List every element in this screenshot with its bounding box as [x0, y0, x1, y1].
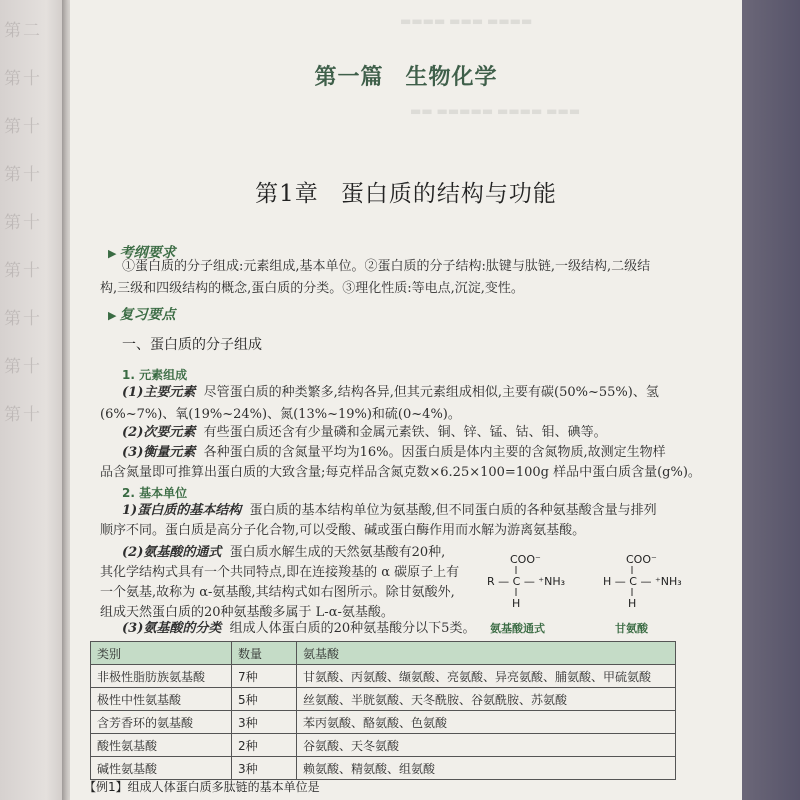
table-cell: 碱性氨基酸	[91, 757, 232, 780]
main-elements: (1)主要元素 尽管蛋白质的种类繁多,结构各异,但其元素组成相似,主要有碳(50%~55%)、氢	[122, 385, 659, 400]
table-header-amino-acids: 氨基酸	[297, 642, 676, 665]
units-heading: 2. 基本单位	[122, 486, 188, 500]
table-row	[91, 688, 676, 711]
table-cell: 3种	[232, 711, 297, 734]
table-cell: 非极性脂肪族氨基酸	[91, 665, 232, 688]
table-row	[91, 665, 676, 688]
basic-structure: 1)蛋白质的基本结构 蛋白质的基本结构单位为氨基酸,但不同蛋白质的各种氨基酸含量与排列	[122, 503, 657, 518]
nitrogen-element: (3)衡量元素 各种蛋白质的含氮量平均为16%。因蛋白质是体内主要的含氮物质,故测定生物样	[122, 445, 666, 460]
nitrogen-element-cont: 品含氮量即可推算出蛋白质的大致含量;每克样品含氮克数×6.25×100=100g 样品中蛋白质含量(g%)。	[100, 465, 701, 480]
background-surface	[742, 0, 800, 800]
outline-line-1: ①蛋白质的分子组成:元素组成,基本单位。②蛋白质的分子结构:肽键与肽链,一级结构,二级结	[122, 259, 651, 274]
amino-acid-table	[90, 641, 676, 780]
table-row	[91, 711, 676, 734]
general-formula-line3: 一个氨基,故称为 α-氨基酸,其结构式如右图所示。除甘氨酸外,	[100, 585, 455, 600]
table-cell: 甘氨酸、丙氨酸、缬氨酸、亮氨酸、异亮氨酸、脯氨酸、甲硫氨酸	[297, 665, 676, 688]
general-formula-caption: 氨基酸通式	[490, 622, 545, 635]
table-row	[91, 757, 676, 780]
table-cell: 苯丙氨酸、酪氨酸、色氨酸	[297, 711, 676, 734]
main-elements-cont: (6%~7%)、氧(19%~24%)、氮(13%~19%)和硫(0~4%)。	[100, 407, 461, 422]
table-cell: 赖氨酸、精氨酸、组氨酸	[297, 757, 676, 780]
part-title: 第一篇 生物化学	[314, 65, 498, 90]
glycine-middle: H — C — ⁺NH₃	[603, 575, 682, 588]
triangle-marker-icon: ▶	[108, 247, 117, 260]
facing-page-edge: 第二 第十 第十 第十 第十 第十 第十 第十 第十	[0, 0, 66, 800]
table-cell: 含芳香环的氨基酸	[91, 711, 232, 734]
example-question: 【例1】组成人体蛋白质多肽链的基本单位是	[84, 780, 320, 794]
minor-elements: (2)次要元素 有些蛋白质还含有少量磷和金属元素铁、铜、锌、锰、钴、钼、碘等。	[122, 425, 607, 440]
table-cell: 5种	[232, 688, 297, 711]
glycine-h: H	[628, 597, 637, 610]
table-cell: 3种	[232, 757, 297, 780]
general-formula-h: H	[512, 597, 521, 610]
table-header-row	[91, 642, 676, 665]
composition-title: 一、蛋白质的分子组成	[122, 337, 262, 353]
general-formula-line2: 其化学结构式具有一个共同特点,即在连接羧基的 α 碳原子上有	[100, 565, 460, 580]
classification-text: (3)氨基酸的分类 组成人体蛋白质的20种氨基酸分以下5类。	[122, 621, 476, 636]
book-page: ▬▬▬▬ ▬▬▬ ▬▬▬▬ ▬▬ ▬▬▬▬▬ ▬▬▬▬ ▬▬▬ 第一篇 生物化学 第1章 蛋白质的结构与功能 ▶ 考纲要求 ①蛋白质的分子组成:元素组成,基本单位。②蛋白质的分子结构:肽键与肽链,一级结构,二级结 构,三级和四级结构的概念,蛋白质的分类。③理化性质:等电点,沉淀,变性。 ▶ 复习要点 一、蛋白质的分子组成 1. 元素组成 (1)主要元素 尽管蛋白质的种类繁多,结构各异,但其元素组成相似,主要有碳(50%~55%)、氢 (6%~7%)、氧(19%~24%)、氮(13%~19%)和硫(0~4%)。 (2)次要元素 有些蛋白质还含有少量磷和金属元素铁、铜、锌、锰、钴、钼、碘等。 (3)衡量元素 各种蛋白质的含氮量平均为16%。因蛋白质是体内主要的含氮物质,故测定生物样 品含氮量即可推算出蛋白质的大致含量;每克样品含氮克数×6.25×100=100g 样品中蛋白质含量(g%)。 2. 基本单位 1)蛋白质的基本结构 蛋白质的基本结构单位为氨基酸,但不同蛋白质的各种氨基酸含量与排列 顺序不同。蛋白质是高分子化合物,可以受酸、碱或蛋白酶作用而水解为游离氨基酸。 (2)氨基酸的通式 蛋白质水解生成的天然氨基酸有20种, 其化学结构式具有一个共同特点,即在连接羧基的 α 碳原子上有 一个氨基,故称为 α-氨基酸,其结构式如右图所示。除甘氨酸外, 组成天然蛋白质的20种氨基酸多属于 L-α-氨基酸。 (3)氨基酸的分类 组成人体蛋白质的20种氨基酸分以下5类。 COO⁻ R — C — ⁺NH₃ H 氨基酸通式 COO⁻ H — C — ⁺NH₃ H 甘氨酸 类别 数量 氨基酸 非极性脂肪族氨基酸 7种 甘氨酸、丙氨酸、缬氨酸、亮氨酸、异亮氨酸、脯氨酸、甲硫氨酸 极性中性氨基酸 5种 丝氨酸、半胱氨酸、天冬酰胺、谷氨酰胺、苏氨酸 含芳香环的氨基酸 3种 苯丙氨酸、酪氨酸、色氨酸 酸性氨基酸 2种 谷氨酸、天冬氨酸 碱性氨基酸 3种 赖氨酸、精氨酸、组氨酸 【例1】组成人体蛋白质多肽链的基本单位是	[70, 0, 742, 800]
table-cell: 丝氨酸、半胱氨酸、天冬酰胺、谷氨酰胺、苏氨酸	[297, 688, 676, 711]
table-cell: 酸性氨基酸	[91, 734, 232, 757]
outline-line-2: 构,三级和四级结构的概念,蛋白质的分类。③理化性质:等电点,沉淀,变性。	[100, 281, 524, 296]
general-formula-middle: R — C — ⁺NH₃	[487, 575, 566, 588]
general-formula-coo: COO⁻	[510, 553, 541, 566]
table-cell: 2种	[232, 734, 297, 757]
table-cell: 谷氨酸、天冬氨酸	[297, 734, 676, 757]
triangle-marker-icon: ▶	[108, 309, 117, 322]
table-cell: 极性中性氨基酸	[91, 688, 232, 711]
review-heading: ▶ 复习要点	[108, 307, 176, 323]
glycine-coo: COO⁻	[626, 553, 657, 566]
chapter-title: 第1章 蛋白质的结构与功能	[255, 181, 557, 207]
table-row	[91, 734, 676, 757]
table-cell: 7种	[232, 665, 297, 688]
basic-structure-cont: 顺序不同。蛋白质是高分子化合物,可以受酸、碱或蛋白酶作用而水解为游离氨基酸。	[100, 523, 586, 538]
general-formula-text: (2)氨基酸的通式 蛋白质水解生成的天然氨基酸有20种,	[122, 545, 446, 560]
table-header-count: 数量	[232, 642, 297, 665]
table-header-category: 类别	[91, 642, 232, 665]
elements-heading: 1. 元素组成	[122, 368, 188, 382]
glycine-caption: 甘氨酸	[615, 622, 648, 635]
outline-heading: ▶ 考纲要求	[108, 245, 176, 261]
general-formula-line4: 组成天然蛋白质的20种氨基酸多属于 L-α-氨基酸。	[100, 605, 394, 620]
